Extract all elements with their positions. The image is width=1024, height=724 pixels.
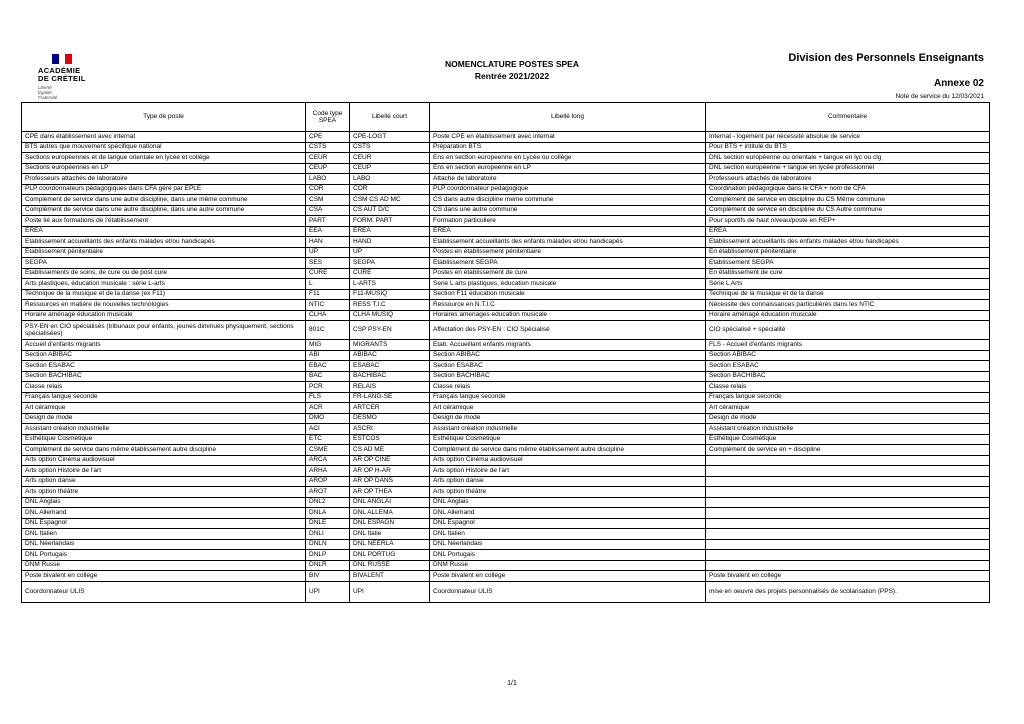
cell-libelle-long: Poste bivalent en collège — [430, 571, 706, 582]
cell-type-poste: Section ABIBAC — [22, 350, 306, 361]
table-row — [22, 184, 990, 195]
cell-commentaire: Section ESABAC — [706, 361, 990, 372]
cell-commentaire: Section ABIBAC — [706, 350, 990, 361]
cell-libelle-court: DNL ESPAGN — [350, 518, 430, 529]
cell-code: CEUR — [306, 153, 350, 164]
cell-code: DNLI — [306, 529, 350, 540]
table-row — [22, 424, 990, 435]
cell-commentaire — [706, 518, 990, 529]
cell-commentaire: Technique de la musique et de la danse — [706, 289, 990, 300]
cell-libelle-long: DNL Anglais — [430, 497, 706, 508]
cell-code: ABI — [306, 350, 350, 361]
cell-libelle-court: F11-MUSIQ — [350, 289, 430, 300]
cell-libelle-long: Ens en section europeenne en LP — [430, 163, 706, 174]
cell-type-poste: Etablissement pénitentiaire — [22, 247, 306, 258]
header-libelle-long: Libellé long — [430, 103, 706, 132]
cell-libelle-long: Complément de service dans même établissement autre discipline — [430, 445, 706, 456]
table-row — [22, 487, 990, 498]
cell-libelle-court: CURE — [350, 268, 430, 279]
table-row — [22, 529, 990, 540]
cell-type-poste: Poste lié aux formations de l'établissement — [22, 216, 306, 227]
cell-libelle-long: Arts option théâtre — [430, 487, 706, 498]
page-number: 1/1 — [507, 680, 517, 687]
table-row — [22, 455, 990, 466]
cell-commentaire — [706, 508, 990, 519]
cell-libelle-long: DNM Russe — [430, 560, 706, 571]
cell-libelle-long: DNL Espagnol — [430, 518, 706, 529]
cell-commentaire — [706, 529, 990, 540]
cell-libelle-long: PLP coordonnateur pedagogique — [430, 184, 706, 195]
cell-code: DNLR — [306, 560, 350, 571]
cell-type-poste: Esthétique Cosmétique — [22, 434, 306, 445]
cell-libelle-long: Section F11 éducation musicale — [430, 289, 706, 300]
table-row — [22, 321, 990, 340]
cell-code: CPE — [306, 132, 350, 143]
table-row — [22, 392, 990, 403]
cell-commentaire — [706, 550, 990, 561]
cell-type-poste: Section BACHIBAC — [22, 371, 306, 382]
cell-libelle-court: UP — [350, 247, 430, 258]
cell-commentaire: Poste bivalent en collège — [706, 571, 990, 582]
cell-type-poste: DNL Portugais — [22, 550, 306, 561]
logo-line-1: ACADÉMIE — [38, 66, 81, 75]
cell-type-poste: Sections européennes en LP — [22, 163, 306, 174]
cell-libelle-long: Etablissement accueillants des enfants malades et/ou handicapés — [430, 237, 706, 248]
cell-commentaire: Etablissement SEGPA — [706, 258, 990, 269]
cell-libelle-court: ESTCOS — [350, 434, 430, 445]
cell-type-poste: Etablissements de soins, de cure ou de post cure — [22, 268, 306, 279]
cell-code: UP — [306, 247, 350, 258]
cell-commentaire: DNL section européenne ou orientale + langue en lyc ou clg — [706, 153, 990, 164]
cell-libelle-court: LABO — [350, 174, 430, 185]
cell-type-poste: PLP coordonnateurs pédagogiques dans CFA géré par EPLE — [22, 184, 306, 195]
cell-libelle-long: Formation particuliere — [430, 216, 706, 227]
cell-commentaire: DNL section européenne + langue en lycée professionnel — [706, 163, 990, 174]
cell-libelle-court: CSP PSY-EN — [350, 321, 430, 340]
cell-code: CEUP — [306, 163, 350, 174]
cell-commentaire — [706, 455, 990, 466]
table-row — [22, 518, 990, 529]
cell-code: AROP — [306, 476, 350, 487]
cell-libelle-court: COR — [350, 184, 430, 195]
cell-type-poste: Art céramique — [22, 403, 306, 414]
table-row — [22, 476, 990, 487]
cell-libelle-long: Arts option Histoire de l'art — [430, 466, 706, 477]
cell-libelle-long: Serie L arts plastiques, éducation musicale — [430, 279, 706, 290]
cell-libelle-long: EREA — [430, 226, 706, 237]
cell-libelle-long: Horaires amenages education musicale — [430, 310, 706, 321]
cell-commentaire: CIO spécialisé + spécialité — [706, 321, 990, 340]
cell-code: ACR — [306, 403, 350, 414]
table-row — [22, 361, 990, 372]
cell-code: CLHA — [306, 310, 350, 321]
cell-type-poste: Arts option Histoire de l'art — [22, 466, 306, 477]
cell-libelle-court: BIVALENT — [350, 571, 430, 582]
cell-type-poste: Coordonnateur ULIS — [22, 581, 306, 602]
cell-libelle-long: Classe relais — [430, 382, 706, 393]
table-row — [22, 247, 990, 258]
cell-type-poste: Etablissement accueillants des enfants malades et/ou handicapés — [22, 237, 306, 248]
cell-libelle-court: ASCRI — [350, 424, 430, 435]
cell-commentaire: Complément de service en discipline du CS Autre commune — [706, 205, 990, 216]
cell-libelle-long: DNL Néerlandais — [430, 539, 706, 550]
cell-type-poste: BTS autres que mouvement spécifique national — [22, 142, 306, 153]
logo-motto: Liberté Égalité Fraternité — [38, 85, 58, 100]
cell-type-poste: Sections européennes et de langue orientale en lycée et collège — [22, 153, 306, 164]
table-row — [22, 571, 990, 582]
table-row — [22, 445, 990, 456]
cell-libelle-court: UPI — [350, 581, 430, 602]
cell-libelle-long: DNL Italien — [430, 529, 706, 540]
cell-code: DNL2 — [306, 497, 350, 508]
cell-code: UPI — [306, 581, 350, 602]
cell-type-poste: Poste bivalent en collège — [22, 571, 306, 582]
cell-commentaire: En établissement de cure — [706, 268, 990, 279]
cell-code: 801C — [306, 321, 350, 340]
table-body — [22, 132, 990, 603]
cell-type-poste: EREA — [22, 226, 306, 237]
cell-code: HAN — [306, 237, 350, 248]
cell-type-poste: DNL Espagnol — [22, 518, 306, 529]
logo-line-2: DE CRÉTEIL — [38, 74, 86, 83]
cell-commentaire: Complément de service en + discipline — [706, 445, 990, 456]
table-row — [22, 539, 990, 550]
table-row — [22, 268, 990, 279]
cell-libelle-long: Ressource en N.T.I.C — [430, 300, 706, 311]
cell-libelle-long: Préparation BTS — [430, 142, 706, 153]
cell-code: PART — [306, 216, 350, 227]
cell-libelle-court: MIGRANTS — [350, 340, 430, 351]
cell-commentaire: Classe relais — [706, 382, 990, 393]
title-line-1: NOMENCLATURE POSTES SPEA — [445, 59, 579, 69]
cell-libelle-long: Ens en section europeenne en Lycée ou collège — [430, 153, 706, 164]
cell-code: ARCA — [306, 455, 350, 466]
note-label: Note de service du 12/03/2021 — [895, 93, 984, 100]
cell-libelle-court: CS AD ME — [350, 445, 430, 456]
cell-commentaire — [706, 476, 990, 487]
table-row — [22, 382, 990, 393]
table-header-row — [22, 103, 990, 132]
table-row — [22, 403, 990, 414]
cell-code: COR — [306, 184, 350, 195]
division-title: Division des Personnels Enseignants — [788, 52, 984, 64]
cell-libelle-court: BACHIBAC — [350, 371, 430, 382]
cell-code: ACI — [306, 424, 350, 435]
cell-commentaire: Professeurs attachés de laboratoire — [706, 174, 990, 185]
header-commentaire: Commentaire — [706, 103, 990, 132]
cell-libelle-court: AR OP DANS — [350, 476, 430, 487]
cell-libelle-long: DNL Portugais — [430, 550, 706, 561]
table-row — [22, 258, 990, 269]
cell-libelle-long: Poste CPE en établissement avec internat — [430, 132, 706, 143]
cell-libelle-court: CSTS — [350, 142, 430, 153]
cell-libelle-court: EREA — [350, 226, 430, 237]
cell-commentaire: EREA — [706, 226, 990, 237]
cell-code: PCR — [306, 382, 350, 393]
table-row — [22, 205, 990, 216]
table-row — [22, 153, 990, 164]
cell-libelle-court: HAND — [350, 237, 430, 248]
cell-commentaire — [706, 466, 990, 477]
cell-libelle-court: FR-LANG-SE — [350, 392, 430, 403]
cell-commentaire: Assistant création industrielle — [706, 424, 990, 435]
cell-type-poste: Design de mode — [22, 413, 306, 424]
table-row — [22, 434, 990, 445]
cell-code: CSA — [306, 205, 350, 216]
cell-libelle-court: CSM CS AD MC — [350, 195, 430, 206]
table-row — [22, 497, 990, 508]
cell-type-poste: DNL Italien — [22, 529, 306, 540]
cell-code: ARHA — [306, 466, 350, 477]
table-row — [22, 340, 990, 351]
cell-commentaire: Pour sportifs de haut niveau/poste en REP+ — [706, 216, 990, 227]
cell-code: DNLP — [306, 550, 350, 561]
cell-code: F11 — [306, 289, 350, 300]
cell-type-poste: Arts option Cinéma audiovisuel — [22, 455, 306, 466]
cell-libelle-court: CPE-LOGT — [350, 132, 430, 143]
cell-libelle-long: Section ABIBAC — [430, 350, 706, 361]
cell-libelle-long: Français langue seconde — [430, 392, 706, 403]
cell-type-poste: Français langue seconde — [22, 392, 306, 403]
cell-commentaire: Art céramique — [706, 403, 990, 414]
cell-type-poste: SEGPA — [22, 258, 306, 269]
cell-commentaire — [706, 487, 990, 498]
cell-type-poste: Arts plastiques, éducation musicale : série L-arts — [22, 279, 306, 290]
header-type-poste: Type de poste — [22, 103, 306, 132]
table-row — [22, 142, 990, 153]
cell-commentaire: Pour BTS + intitulé du BTS — [706, 142, 990, 153]
annexe-label: Annexe 02 — [933, 78, 984, 89]
cell-libelle-long: Section BACHIBAC — [430, 371, 706, 382]
cell-commentaire: Design de mode — [706, 413, 990, 424]
cell-commentaire: Internat - logement par nécessité absolue de service — [706, 132, 990, 143]
cell-libelle-long: Attache de laboratoire — [430, 174, 706, 185]
cell-libelle-court: ESABAC — [350, 361, 430, 372]
cell-type-poste: CPE dans établissement avec internat — [22, 132, 306, 143]
cell-commentaire: Complément de service en discipline du CS Même commune — [706, 195, 990, 206]
cell-commentaire: En établissement pénitentiaire — [706, 247, 990, 258]
cell-code: AROT — [306, 487, 350, 498]
cell-commentaire: Etablissement accueillants des enfants malades et/ou handicapés — [706, 237, 990, 248]
cell-libelle-long: CS dans une autre commune — [430, 205, 706, 216]
cell-code: MIG — [306, 340, 350, 351]
cell-commentaire — [706, 539, 990, 550]
cell-libelle-court: RELAIS — [350, 382, 430, 393]
cell-libelle-court: DNL NEERLA — [350, 539, 430, 550]
cell-libelle-long: Coordonnateur ULIS — [430, 581, 706, 602]
cell-commentaire — [706, 560, 990, 571]
cell-commentaire: Horaire aménagé éducation musicale — [706, 310, 990, 321]
table-row — [22, 310, 990, 321]
cell-type-poste: Technique de la musique et de la danse (ex F11) — [22, 289, 306, 300]
cell-libelle-court: DNL Italie — [350, 529, 430, 540]
cell-libelle-court: AR OP CINE — [350, 455, 430, 466]
cell-type-poste: Ressources en matière de nouvelles technologies — [22, 300, 306, 311]
table-row — [22, 226, 990, 237]
cell-code: CSTS — [306, 142, 350, 153]
table-row — [22, 466, 990, 477]
cell-type-poste: DNM Russe — [22, 560, 306, 571]
cell-libelle-court: DNL PORTUG — [350, 550, 430, 561]
header-libelle-court: Libellé court — [350, 103, 430, 132]
cell-libelle-court: DNL ANGLAI — [350, 497, 430, 508]
cell-libelle-long: CS dans autre discipline meme commune — [430, 195, 706, 206]
cell-commentaire: Section BACHIBAC — [706, 371, 990, 382]
cell-type-poste: Arts option théâtre — [22, 487, 306, 498]
cell-libelle-long: Arts option Cinéma audiovisuel — [430, 455, 706, 466]
cell-type-poste: Section ESABAC — [22, 361, 306, 372]
cell-libelle-court: AR OP THEA — [350, 487, 430, 498]
cell-code: BAC — [306, 371, 350, 382]
cell-libelle-court: CLHA MUSIQ — [350, 310, 430, 321]
table-row — [22, 289, 990, 300]
cell-type-poste: DNL Néerlandais — [22, 539, 306, 550]
cell-libelle-court: DNL ALLEMA — [350, 508, 430, 519]
table-row — [22, 132, 990, 143]
table-row — [22, 560, 990, 571]
cell-code: DNLA — [306, 508, 350, 519]
cell-code: L — [306, 279, 350, 290]
cell-code: DNLE — [306, 518, 350, 529]
right-header — [788, 52, 984, 100]
cell-commentaire: Coordination pédagogique dans le CFA + nom de CFA — [706, 184, 990, 195]
cell-type-poste: Complément de service dans une autre discipline, dans une même commune — [22, 195, 306, 206]
table-row — [22, 279, 990, 290]
cell-type-poste: DNL Allemand — [22, 508, 306, 519]
cell-libelle-court: CS AUT D/C — [350, 205, 430, 216]
cell-libelle-court: FORM. PART — [350, 216, 430, 227]
table-row — [22, 581, 990, 602]
cell-commentaire: Nécessite des connaissances particulières dans les NTIC — [706, 300, 990, 311]
nomenclature-table — [21, 102, 990, 603]
cell-code: EEA — [306, 226, 350, 237]
table-row — [22, 550, 990, 561]
cell-code: BIV — [306, 571, 350, 582]
cell-code: FLS — [306, 392, 350, 403]
cell-commentaire: Série L Arts — [706, 279, 990, 290]
table-row — [22, 174, 990, 185]
cell-code: CSM — [306, 195, 350, 206]
cell-libelle-long: Esthétique Cosmétique — [430, 434, 706, 445]
table-row — [22, 371, 990, 382]
cell-libelle-court: ABIBAC — [350, 350, 430, 361]
cell-code: DNLN — [306, 539, 350, 550]
table-row — [22, 300, 990, 311]
header-code: Code type SPEA — [306, 103, 350, 132]
cell-code: LABO — [306, 174, 350, 185]
cell-libelle-court: CEUR — [350, 153, 430, 164]
cell-libelle-long: Section ESABAC — [430, 361, 706, 372]
cell-libelle-long: Postes en établissement de cure — [430, 268, 706, 279]
cell-libelle-court: CEUP — [350, 163, 430, 174]
table-row — [22, 216, 990, 227]
cell-code: CSME — [306, 445, 350, 456]
cell-type-poste: Complément de service dans même établissement autre discipline — [22, 445, 306, 456]
cell-libelle-long: Etablissement SEGPA — [430, 258, 706, 269]
cell-commentaire: FLS - Accueil d'enfants migrants — [706, 340, 990, 351]
cell-code: NTIC — [306, 300, 350, 311]
cell-libelle-long: Art céramique — [430, 403, 706, 414]
title-line-2: Rentrée 2021/2022 — [474, 71, 550, 81]
table-row — [22, 413, 990, 424]
cell-libelle-court: AR OP H-AR — [350, 466, 430, 477]
table-row — [22, 237, 990, 248]
cell-type-poste: Horaire aménagé éducation musicale — [22, 310, 306, 321]
cell-code: CURE — [306, 268, 350, 279]
cell-type-poste: Classe relais — [22, 382, 306, 393]
cell-type-poste: Accueil d'enfants migrants — [22, 340, 306, 351]
table-row — [22, 508, 990, 519]
table-row — [22, 350, 990, 361]
cell-libelle-court: L-ARTS — [350, 279, 430, 290]
cell-type-poste: Arts option danse — [22, 476, 306, 487]
cell-commentaire: Français langue seconde — [706, 392, 990, 403]
table-row — [22, 163, 990, 174]
table-row — [22, 195, 990, 206]
cell-libelle-long: Arts option danse — [430, 476, 706, 487]
cell-libelle-long: Postes en établissement pénitentiaire — [430, 247, 706, 258]
cell-type-poste: PSY-EN en CIO spécialisés (tribunaux pour enfants, jeunes diminués physiquement, sections spécialisées) — [22, 321, 306, 340]
cell-libelle-court: SEGPA — [350, 258, 430, 269]
cell-code: EBAC — [306, 361, 350, 372]
cell-code: SES — [306, 258, 350, 269]
cell-libelle-court: DESMO — [350, 413, 430, 424]
cell-libelle-court: DNL RUSSE — [350, 560, 430, 571]
cell-libelle-court: RESS T.I.C — [350, 300, 430, 311]
cell-commentaire: Esthétique Cosmétique — [706, 434, 990, 445]
cell-commentaire — [706, 497, 990, 508]
cell-type-poste: DNL Anglais — [22, 497, 306, 508]
cell-libelle-long: Assistant création industrielle — [430, 424, 706, 435]
cell-libelle-long: Affectation des PSY-EN : CIO Spécialisé — [430, 321, 706, 340]
cell-libelle-long: Etab. Accueillant enfants migrants — [430, 340, 706, 351]
cell-libelle-long: Design de mode — [430, 413, 706, 424]
cell-commentaire: mise en oeuvre des projets personnalisés de scolarisation (PPS). — [706, 581, 990, 602]
cell-type-poste: Complément de service dans une autre discipline, dans une autre commune — [22, 205, 306, 216]
cell-libelle-court: ARTCER — [350, 403, 430, 414]
cell-type-poste: Assistant création industrielle — [22, 424, 306, 435]
cell-type-poste: Professeurs attachés de laboratoire — [22, 174, 306, 185]
cell-code: ETC — [306, 434, 350, 445]
cell-code: DMO — [306, 413, 350, 424]
cell-libelle-long: DNL Allemand — [430, 508, 706, 519]
